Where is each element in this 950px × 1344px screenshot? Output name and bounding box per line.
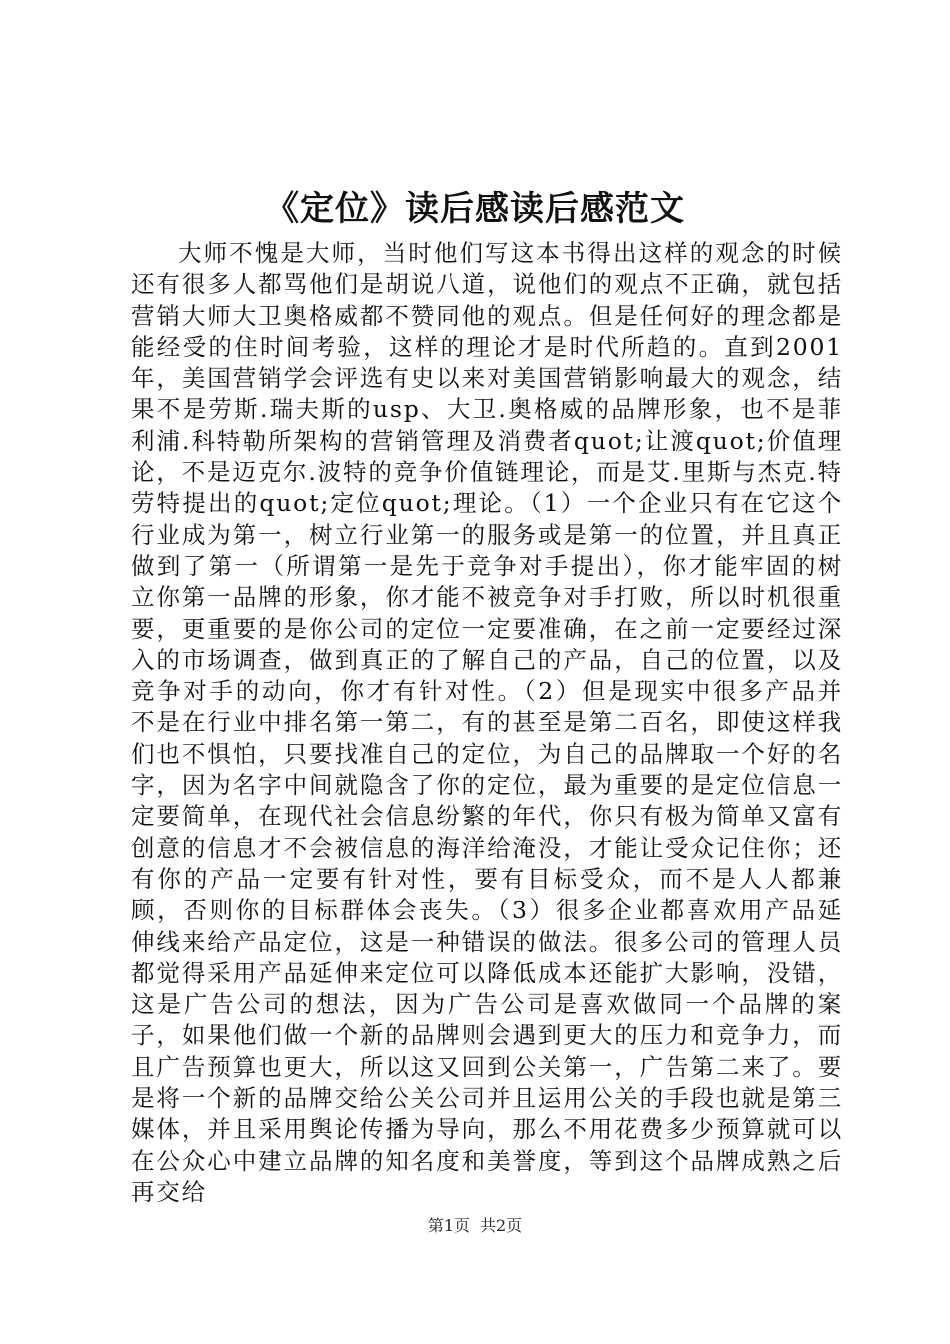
body-paragraph: 大师不愧是大师，当时他们写这本书得出这样的观念的时候还有很多人都骂他们是胡说八道，说他们的观点不正确，就包括营销大师大卫奥格威都不赞同他的观点。但是任何好的理念都是能经受的住时间考验，这样的理论才是时代所趋的。直到2001年，美国营销学会评选有史以来对美国营销影响最大的观念，结果不是劳斯.瑞夫斯的usp、大卫.奥格威的品牌形象，也不是菲利浦.科特勒所架构的营销管理及消费者quot;让渡quot;价值理论，不是迈克尔.波特的竞争价值链理论，而是艾.里斯与杰克.特劳特提出的quot;定位quot;理论。（1）一个企业只有在它这个行业成为第一，树立行业第一的服务或是第一的位置，并且真正做到了第一（所谓第一是先于竞争对手提出），你才能牢固的树立你第一品牌的形象，你才能不被竞争对手打败，所以时机很重要，更重要的是你公司的定位一定要准确，在之前一定要经过深入的市场调查，做到真正的了解自己的产品，自己的位置，以及竞争对手的动向，你才有针对性。（2）但是现实中很多产品并不是在行业中排名第一第二，有的甚至是第二百名，即使这样我们也不惧怕，只要找准自己的定位，为自己的品牌取一个好的名字，因为名字中间就隐含了你的定位，最为重要的是定位信息一定要简单，在现代社会信息纷繁的年代，你只有极为简单又富有创意的信息才不会被信息的海洋给淹没，才能让受众记住你；还有你的产品一定要有针对性，要有目标受众，而不是人人都兼顾，否则你的目标群体会丧失。（3）很多企业都喜欢用产品延伸线来给产品定位，这是一种错误的做法。很多公司的管理人员都觉得采用产品延伸来定位可以降低成本还能扩大影响，没错，这是广告公司的想法，因为广告公司是喜欢做同一个品牌的案子，如果他们做一个新的品牌则会遇到更大的压力和竞争力，而且广告预算也更大，所以这又回到公关第一，广告第二来了。要是将一个新的品牌交给公关公司并且运用公关的手段也就是第三媒体，并且采用舆论传播为导向，那么不用花费多少预算就可以在公众心中建立品牌的知名度和美誉度，等到这个品牌成熟之后再交给 [131,239,843,1206]
page-footer [0,1214,950,1238]
page-number: 第1页 [427,1216,470,1235]
document-title: 《定位》读后感读后感范文 [265,189,685,229]
page-total: 共2页 [480,1216,523,1235]
